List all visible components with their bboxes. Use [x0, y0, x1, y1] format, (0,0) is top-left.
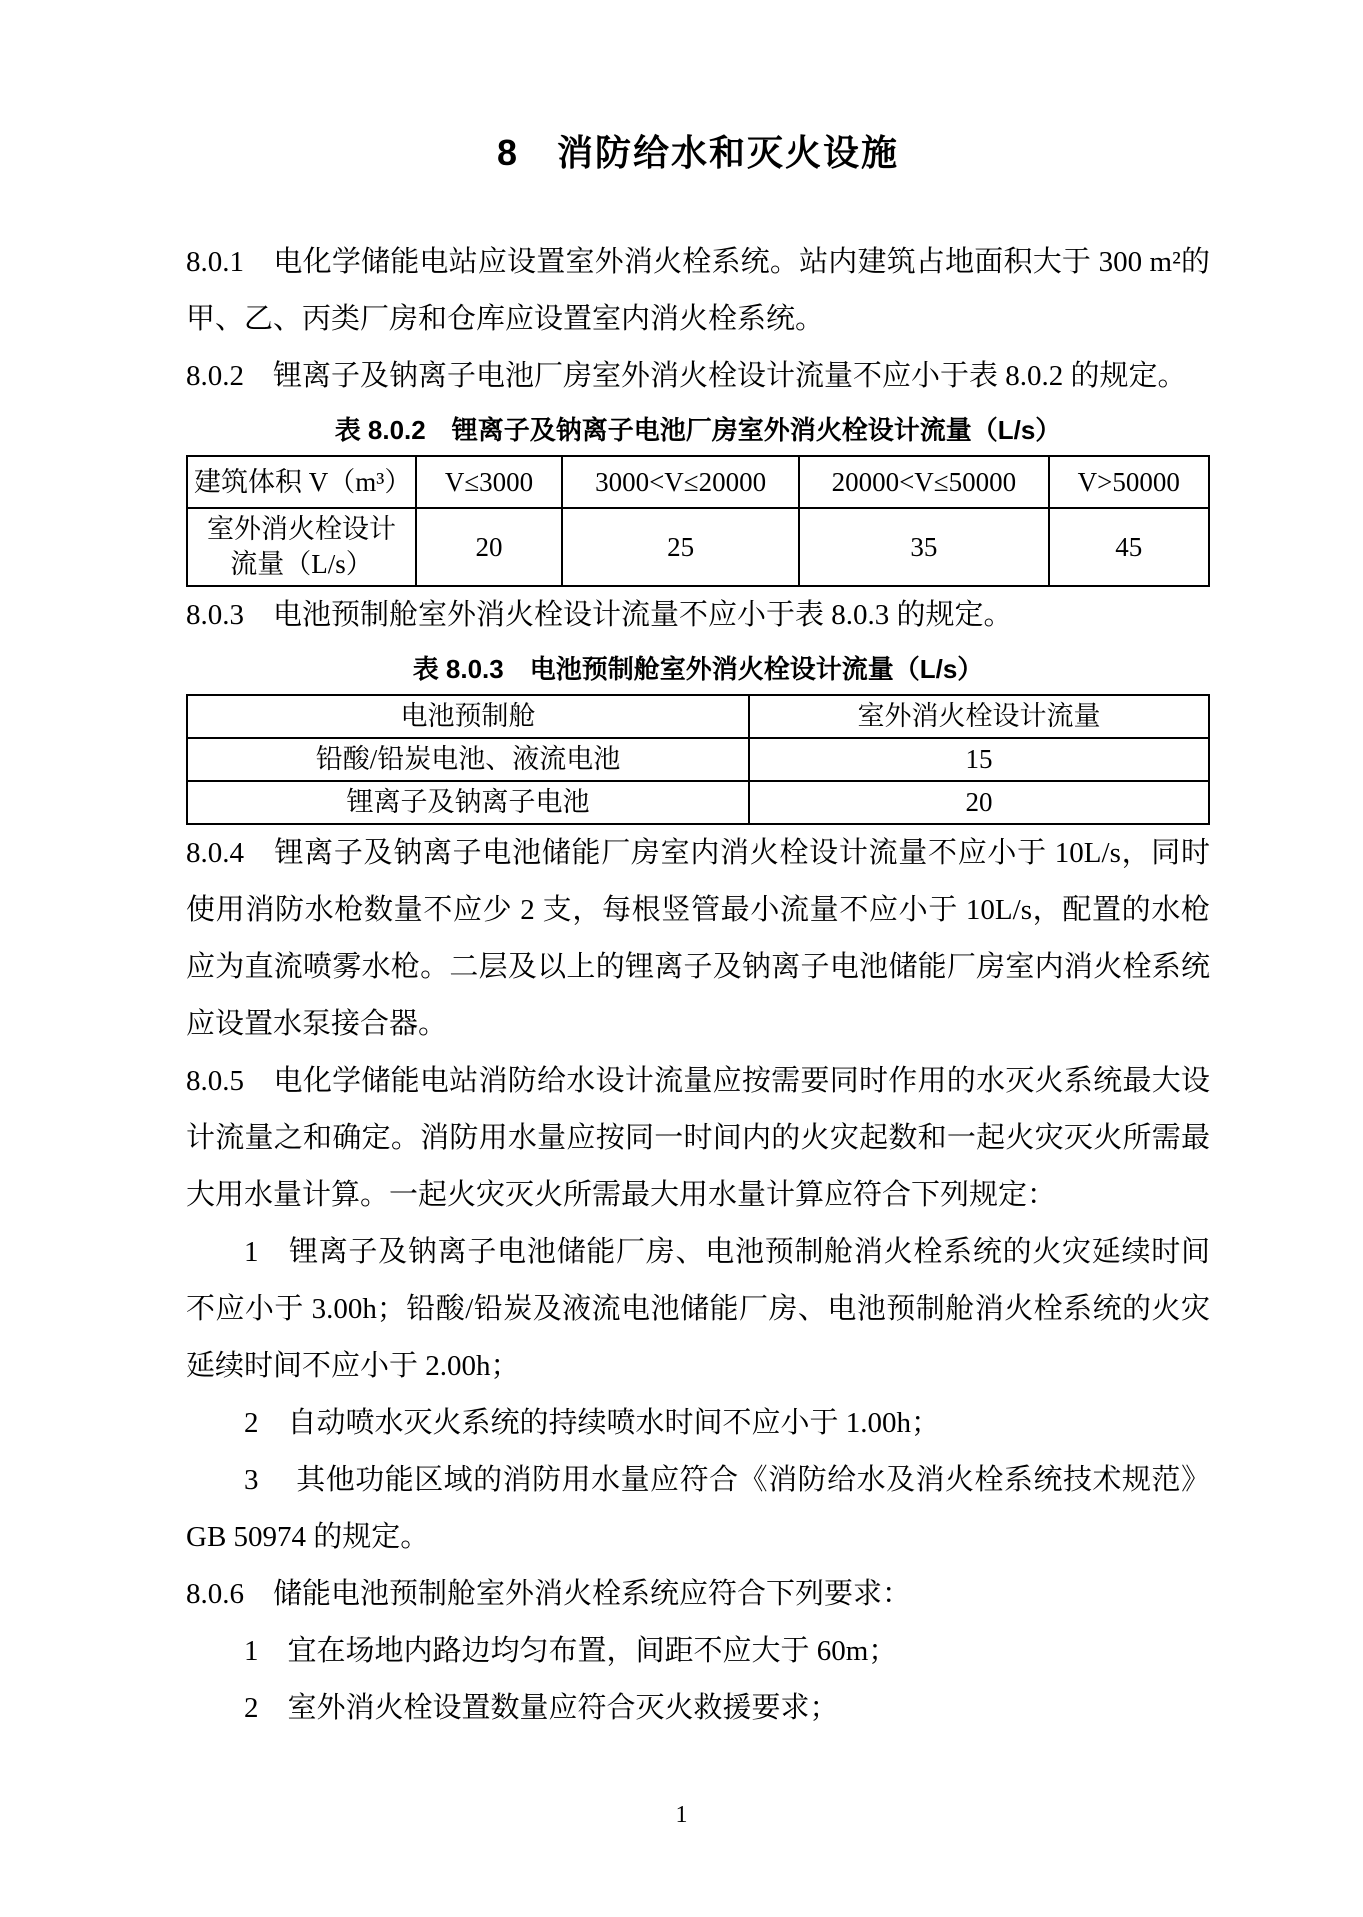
clause-8-0-6-item-2: 2 室外消火栓设置数量应符合灭火救援要求； — [244, 1692, 839, 1724]
table-8-0-2 — [186, 455, 1210, 587]
table-cell: 建筑体积 V（m³） — [187, 456, 416, 508]
table-8-0-2-header-row — [187, 456, 1209, 508]
page-content — [186, 0, 1210, 1737]
table-8-0-3 — [186, 694, 1210, 825]
table-cell: 电池预制舱 — [187, 695, 749, 738]
table-8-0-2-value-row — [187, 508, 1209, 586]
clause-8-0-1: 8.0.1 电化学储能电站应设置室外消火栓系统。站内建筑占地面积大于 300 m²的甲、乙、丙类厂房和仓库应设置室内消火栓系统。 — [186, 246, 1210, 335]
table-cell: 锂离子及钠离子电池 — [187, 781, 749, 824]
clause-8-0-2: 8.0.2 锂离子及钠离子电池厂房室外消火栓设计流量不应小于表 8.0.2 的规定。 — [186, 360, 1187, 392]
table-cell: 20 — [749, 781, 1209, 824]
table-cell: 铅酸/铅炭电池、液流电池 — [187, 738, 749, 781]
table-cell: 25 — [562, 508, 799, 586]
table-cell: 15 — [749, 738, 1209, 781]
table-cell: 室外消火栓设计流量（L/s） — [187, 508, 416, 586]
clause-8-0-6: 8.0.6 储能电池预制舱室外消火栓系统应符合下列要求： — [186, 1578, 912, 1610]
clause-8-0-5-item-1: 1 锂离子及钠离子电池储能厂房、电池预制舱消火栓系统的火灾延续时间不应小于 3.00h；铅酸/铅炭及液流电池储能厂房、电池预制舱消火栓系统的火灾延续时间不应小于 2.00h； — [186, 1236, 1210, 1382]
clause-8-0-5-item-3: 3 其他功能区域的消防用水量应符合《消防给水及消火栓系统技术规范》GB 50974 的规定。 — [186, 1464, 1210, 1553]
table-row — [187, 738, 1209, 781]
table-cell: V≤3000 — [416, 456, 562, 508]
table-row — [187, 781, 1209, 824]
table-cell: 45 — [1049, 508, 1209, 586]
table-cell: 室外消火栓设计流量 — [749, 695, 1209, 738]
table-8-0-2-caption: 表 8.0.2 锂离子及钠离子电池厂房室外消火栓设计流量（L/s） — [334, 415, 1062, 445]
chapter-title: 8 消防给水和灭火设施 — [496, 132, 900, 173]
table-cell: 35 — [799, 508, 1048, 586]
clause-8-0-5: 8.0.5 电化学储能电站消防给水设计流量应按需要同时作用的水灭火系统最大设计流量之和确定。消防用水量应按同一时间内的火灾起数和一起火灾灭火所需最大用水量计算。一起火灾灭火所需最大用水量计算应符合下列规定： — [186, 1065, 1210, 1211]
clause-8-0-5-item-2: 2 自动喷水灭火系统的持续喷水时间不应小于 1.00h； — [244, 1407, 941, 1439]
clause-8-0-4: 8.0.4 锂离子及钠离子电池储能厂房室内消火栓设计流量不应小于 10L/s，同时使用消防水枪数量不应少 2 支，每根竖管最小流量不应小于 10L/s，配置的水枪应为直流喷雾水枪。二层及以上的锂离子及钠离子电池储能厂房室内消火栓系统应设置水泵接合器。 — [186, 837, 1210, 1040]
clause-8-0-3: 8.0.3 电池预制舱室外消火栓设计流量不应小于表 8.0.3 的规定。 — [186, 599, 1013, 631]
table-8-0-3-header-row — [187, 695, 1209, 738]
page-number: 1 — [675, 1802, 688, 1828]
table-cell: V>50000 — [1049, 456, 1209, 508]
clause-8-0-6-item-1: 1 宜在场地内路边均匀布置，间距不应大于 60m； — [244, 1635, 898, 1667]
table-8-0-3-caption: 表 8.0.3 电池预制舱室外消火栓设计流量（L/s） — [412, 654, 984, 684]
table-cell: 20 — [416, 508, 562, 586]
table-cell: 3000<V≤20000 — [562, 456, 799, 508]
table-cell: 20000<V≤50000 — [799, 456, 1048, 508]
